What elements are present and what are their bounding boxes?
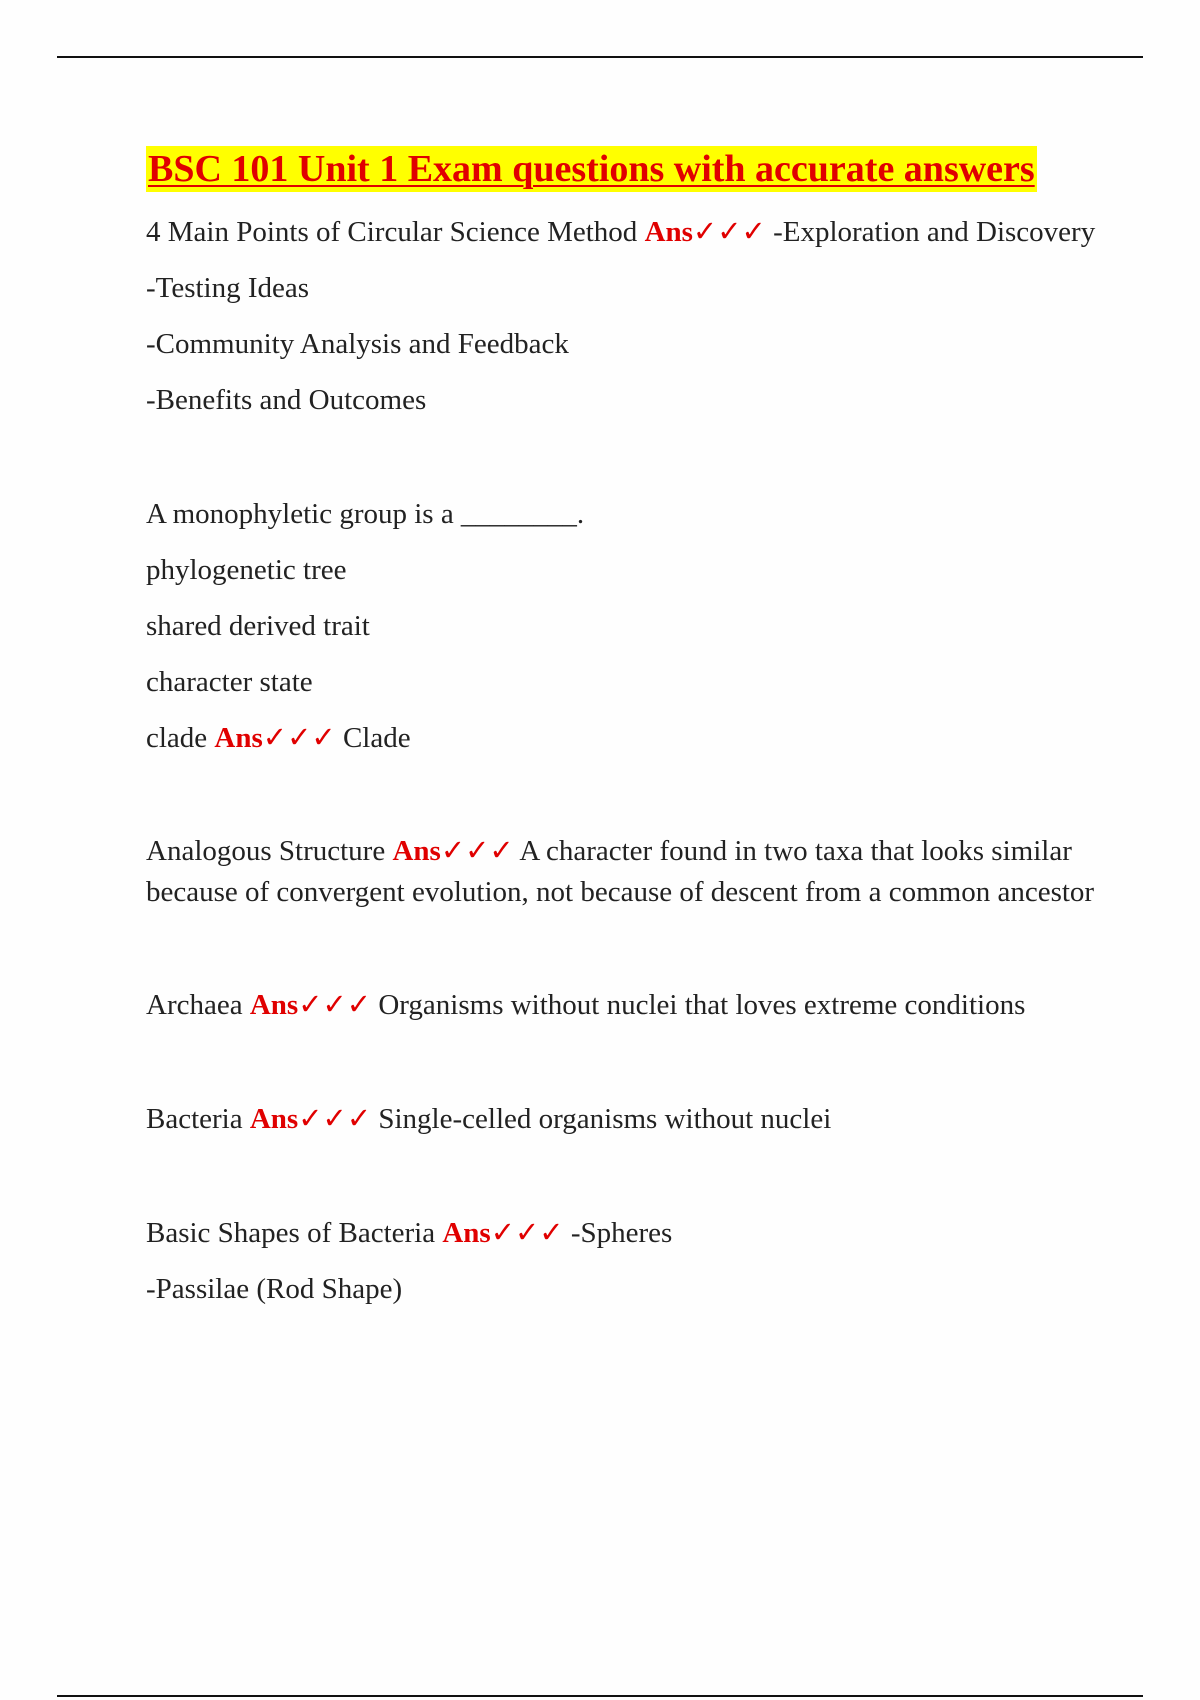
answer-text: A character found in two taxa that looks similar because of convergent evolution, not because of descent from a common ancestor [146, 835, 1095, 908]
question-text: Archaea [146, 989, 243, 1021]
question-text: Analogous Structure [146, 835, 386, 867]
qa-line [146, 985, 1096, 1026]
option-line: character state [146, 666, 313, 698]
ans-label: Ans [644, 216, 693, 248]
answer-text: -Exploration and Discovery [773, 216, 1096, 248]
check-marks-icon: ✓✓✓ [262, 722, 336, 754]
ans-label: Ans [442, 1217, 491, 1249]
question-line: A monophyletic group is a ________. [146, 498, 585, 530]
ans-label: Ans [249, 1103, 299, 1135]
option-line: phylogenetic tree [146, 554, 347, 586]
answer-text: Organisms without nuclei that loves extreme conditions [378, 989, 1026, 1021]
header-rule [57, 56, 1143, 58]
check-marks-icon: ✓✓✓ [692, 216, 766, 248]
qa-item [146, 1212, 1096, 1310]
answer-text: -Spheres [570, 1217, 673, 1249]
check-marks-icon: ✓✓✓ [298, 1103, 372, 1135]
qa-item [146, 831, 1096, 913]
ans-label: Ans [392, 835, 441, 867]
option-text: clade [146, 722, 208, 754]
question-text: Bacteria [146, 1103, 243, 1135]
ans-label: Ans [214, 722, 263, 754]
qa-item [146, 493, 1096, 759]
answer-line: -Passilae (Rod Shape) [146, 1273, 403, 1305]
footer-rule [57, 1695, 1143, 1697]
document-title: BSC 101 Unit 1 Exam questions with accurate answers [148, 148, 1035, 190]
question-text: Basic Shapes of Bacteria [146, 1217, 436, 1249]
qa-item [146, 1098, 1096, 1140]
answer-line: -Testing Ideas [146, 272, 310, 304]
check-marks-icon: ✓✓✓ [298, 989, 372, 1021]
answer-text: Clade [342, 722, 411, 754]
answer-line: -Benefits and Outcomes [146, 384, 427, 416]
qa-item [146, 212, 1096, 421]
answer-line: -Community Analysis and Feedback [146, 328, 569, 360]
document-body [146, 146, 1096, 1310]
check-marks-icon: ✓✓✓ [490, 1217, 564, 1249]
answer-text: Single-celled organisms without nuclei [378, 1103, 832, 1135]
question-text: 4 Main Points of Circular Science Method [146, 216, 638, 248]
option-line: shared derived trait [146, 610, 370, 642]
ans-label: Ans [249, 989, 299, 1021]
qa-line [146, 1098, 1096, 1140]
qa-item [146, 985, 1096, 1026]
qa-line [146, 831, 1096, 913]
check-marks-icon: ✓✓✓ [440, 835, 514, 867]
qa-line [146, 212, 1096, 253]
qa-line [146, 1212, 1096, 1254]
qa-line [146, 717, 1096, 759]
